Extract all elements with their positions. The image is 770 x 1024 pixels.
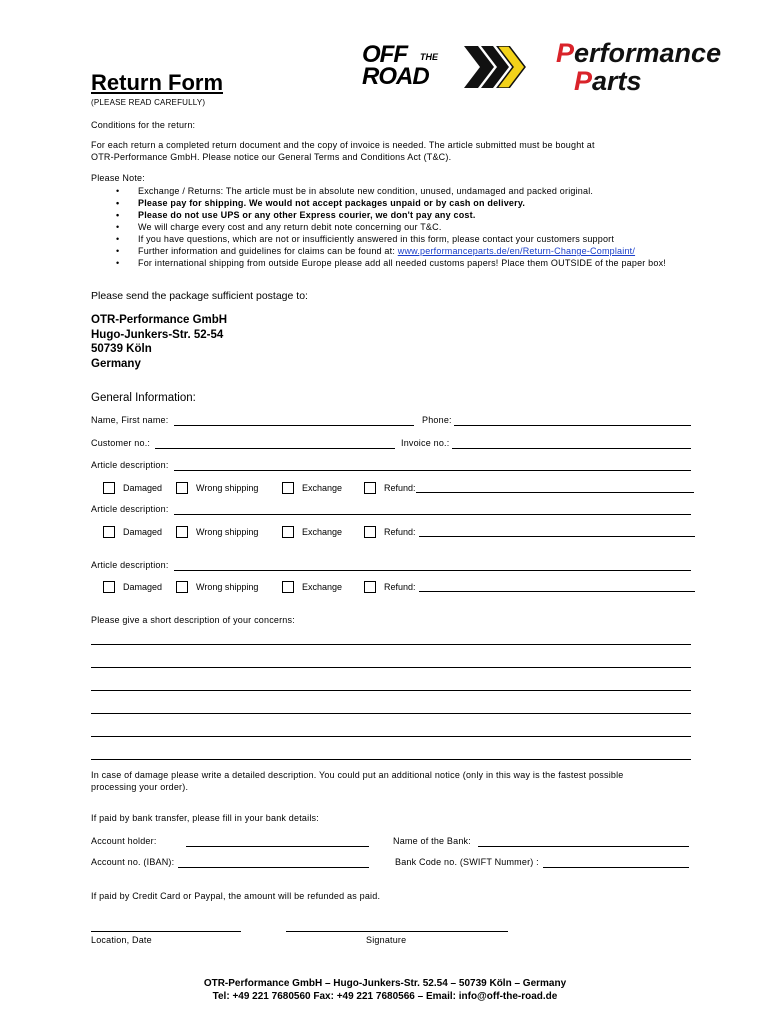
- concerns-line-2[interactable]: [91, 657, 691, 668]
- refund-checkbox[interactable]: [364, 482, 376, 494]
- address-line: OTR-Performance GmbH: [91, 314, 228, 326]
- damaged-label: Damaged: [123, 582, 163, 592]
- off-the-road-logo: [362, 41, 527, 94]
- logo-otr-the: THE: [420, 52, 438, 62]
- bank-heading: If paid by bank transfer, please fill in your bank details:: [91, 813, 319, 823]
- note-item: [138, 245, 666, 257]
- iban-field[interactable]: [178, 857, 369, 868]
- article-options-3: [103, 581, 695, 593]
- wrong-shipping-label: Wrong shipping: [196, 483, 259, 493]
- damaged-checkbox[interactable]: [103, 526, 115, 538]
- logo-pp-line1: Performance: [556, 38, 722, 68]
- notes-heading: Please Note:: [91, 173, 145, 183]
- location-date-field[interactable]: [91, 923, 241, 932]
- wrong-shipping-checkbox[interactable]: [176, 526, 188, 538]
- article-label-1: Article description:: [91, 460, 169, 470]
- damaged-label: Damaged: [123, 527, 163, 537]
- swift-field[interactable]: [543, 857, 689, 868]
- logo-otr-line1: OFF: [362, 41, 407, 68]
- concerns-heading: Please give a short description of your concerns:: [91, 615, 295, 625]
- damaged-checkbox[interactable]: [103, 482, 115, 494]
- account-holder-field[interactable]: [186, 836, 369, 847]
- card-note: If paid by Credit Card or Paypal, the amount will be refunded as paid.: [91, 891, 381, 901]
- bank-name-field[interactable]: [478, 836, 689, 847]
- exchange-label: Exchange: [302, 483, 343, 493]
- shipping-address: [91, 313, 227, 371]
- address-line: Germany: [91, 357, 141, 370]
- exchange-label: Exchange: [302, 582, 343, 592]
- article-label-2: Article description:: [91, 504, 169, 514]
- iban-label: Account no. (IBAN):: [91, 857, 175, 867]
- refund-label: Refund:: [384, 483, 416, 493]
- refund-field[interactable]: [419, 527, 695, 537]
- note-item: • Exchange / Returns: The article must be in absolute new condition, unused, undamaged and packed original.: [138, 185, 666, 197]
- article-options-1: [103, 482, 694, 494]
- chevron-arrows-icon: [464, 46, 526, 88]
- note-item: • Please do not use UPS or any other Express courier, we don't pay any cost.: [138, 209, 666, 221]
- general-heading: General Information:: [91, 392, 196, 404]
- article-field-2[interactable]: [174, 504, 691, 515]
- logo-pp-line2: Parts: [574, 66, 642, 96]
- address-line: Hugo-Junkers-Str. 52-54: [91, 328, 224, 341]
- concerns-line-5[interactable]: [91, 726, 691, 737]
- wrong-shipping-label: Wrong shipping: [196, 582, 259, 592]
- exchange-checkbox[interactable]: [282, 482, 294, 494]
- phone-label: Phone:: [422, 415, 452, 425]
- wrong-shipping-label: Wrong shipping: [196, 527, 259, 537]
- note-item-text: Further information and guidelines for claims can be found at:: [138, 246, 398, 256]
- damaged-checkbox[interactable]: [103, 581, 115, 593]
- invoice-label: Invoice no.:: [401, 438, 450, 448]
- refund-checkbox[interactable]: [364, 526, 376, 538]
- exchange-checkbox[interactable]: [282, 581, 294, 593]
- article-label-3: Article description:: [91, 560, 169, 570]
- location-date-label: Location, Date: [91, 935, 152, 945]
- name-field[interactable]: [174, 415, 414, 426]
- exchange-label: Exchange: [302, 527, 343, 537]
- account-holder-label: Account holder:: [91, 836, 157, 846]
- note-item: • If you have questions, which are not or insufficiently answered in this form, please contact your customers support: [138, 233, 666, 245]
- customer-label: Customer no.:: [91, 438, 151, 448]
- wrong-shipping-checkbox[interactable]: [176, 482, 188, 494]
- refund-field[interactable]: [419, 582, 695, 592]
- customer-field[interactable]: [155, 438, 395, 449]
- article-field-3[interactable]: [174, 560, 691, 571]
- page-subtitle: (PLEASE READ CAREFULLY): [91, 98, 206, 107]
- footer-line-2: Tel: +49 221 7680560 Fax: +49 221 7680566 – Email: info@off-the-road.de: [212, 991, 558, 1002]
- damaged-label: Damaged: [123, 483, 163, 493]
- wrong-shipping-checkbox[interactable]: [176, 581, 188, 593]
- article-options-2: [103, 526, 695, 538]
- exchange-checkbox[interactable]: [282, 526, 294, 538]
- refund-field[interactable]: [416, 483, 694, 493]
- shipping-heading: Please send the package sufficient postage to:: [91, 290, 308, 302]
- article-field-1[interactable]: [174, 460, 691, 471]
- note-item: • Please pay for shipping. We would not accept packages unpaid or by cash on delivery.: [138, 197, 666, 209]
- concerns-line-6[interactable]: [91, 749, 691, 760]
- phone-field[interactable]: [454, 415, 691, 426]
- page-title: Return Form: [91, 70, 223, 95]
- concerns-line-1[interactable]: [91, 634, 691, 645]
- name-label: Name, First name:: [91, 415, 169, 425]
- signature-field[interactable]: [286, 923, 508, 932]
- footer-line-1: OTR-Performance GmbH – Hugo-Junkers-Str. 52.54 – 50739 Köln – Germany: [203, 978, 567, 989]
- concerns-line-4[interactable]: [91, 703, 691, 714]
- signature-label: Signature: [366, 935, 407, 945]
- logo-otr-line2: ROAD: [362, 63, 429, 90]
- notes-list: [138, 185, 666, 269]
- refund-label: Refund:: [384, 582, 416, 592]
- note-item: • For international shipping from outside Europe please add all needed customs papers! Place them OUTSIDE of the paper box!: [138, 257, 666, 269]
- conditions-text-2: OTR-Performance GmbH. Please notice our General Terms and Conditions Act (T&C).: [91, 152, 452, 162]
- return-complaint-link[interactable]: www.performanceparts.de/en/Return-Change-Complaint/: [397, 246, 636, 256]
- conditions-heading: Conditions for the return:: [91, 120, 196, 130]
- invoice-field[interactable]: [452, 438, 691, 449]
- refund-label: Refund:: [384, 527, 416, 537]
- address-line: 50739 Köln: [91, 343, 152, 355]
- damage-note-2: processing your order).: [91, 782, 189, 792]
- refund-checkbox[interactable]: [364, 581, 376, 593]
- swift-label: Bank Code no. (SWIFT Nummer) :: [395, 857, 539, 867]
- concerns-line-3[interactable]: [91, 680, 691, 691]
- performance-parts-logo: [556, 38, 726, 98]
- damage-note-1: In case of damage please write a detailed description. You could put an additional notice (only in this way is the fastest possible: [91, 770, 624, 780]
- conditions-text-1: For each return a completed return document and the copy of invoice is needed. The article submitted must be bought at: [91, 140, 595, 150]
- note-item: • We will charge every cost and any return debit note concerning our T&C.: [138, 221, 666, 233]
- bank-name-label: Name of the Bank:: [393, 836, 471, 846]
